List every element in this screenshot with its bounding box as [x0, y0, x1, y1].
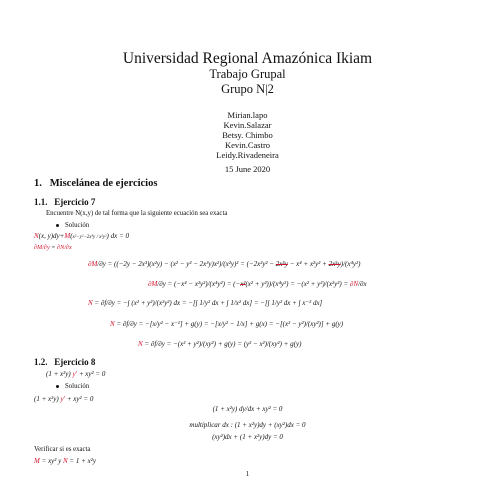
- subsection-number: 1.2.: [34, 357, 48, 367]
- equation-line-4: N = ∂f/∂y = −[x/y² − x⁻¹] + g(y) = −[x/y² − 1/x] + g(x) = −[(x² − y²)/(xy²)] + g(y): [110, 320, 344, 328]
- equation-partial: ∂M/∂y = ∂N/∂x: [34, 244, 72, 251]
- display-equation-1: (1 + x²y) dy/dx + xy² = 0: [212, 405, 283, 413]
- author-4: Kevin.Castro: [224, 140, 271, 150]
- solution-line-1: (1 + x²y) y' + xy² = 0: [34, 395, 94, 403]
- subsection-heading-8: [34, 357, 95, 367]
- equation-line-1: ∂M/∂y = ((−2y − 2x³)(x²y) − (x² − y² − 2x³y)x²)/(x²y)² = (−2x²y² − 2x⁵y − x⁴ + x²y² + 2x⁵y)/(x⁴y²): [88, 260, 361, 268]
- display-equation-3: (xy²)dx + (1 + x²y)dy = 0: [212, 433, 283, 441]
- document-date: 15 June 2020: [224, 164, 271, 174]
- subsection-heading-7: [34, 197, 95, 207]
- university-title: Universidad Regional Amazónica Ikiam: [122, 50, 373, 67]
- equation-line-2: ∂M/∂y = (−x⁴ − x²y²)/(x⁴y²) = (−x²(x² + y²))/(x⁴y²) = −(x² + y²)/(x²y²) = ∂N/∂x: [148, 280, 367, 288]
- document-subtitle: Trabajo Grupal: [209, 67, 286, 81]
- exercise-8-problem: (1 + x²y) y' + xy² = 0: [46, 370, 106, 378]
- exercise-statement: Encuentre N(x,y) de tal forma que la siguiente ecuación sea exacta: [46, 210, 228, 217]
- equation-line-5: N = ∂f/∂y = −(x² + y²)/(xy²) + g(y) = (y² − x²)/(xy²) + g(y): [138, 340, 302, 348]
- subsection-number: 1.1.: [34, 197, 48, 207]
- equation-line-3: N = ∂f/∂y = −∫ (x² + y²)/(x²y²) dx = −[∫ 1/y² dx + ∫ 1/x² dx] = −[∫ 1/y² dx + ∫ x⁻² dx]: [88, 299, 323, 307]
- display-equation-2: multiplicar dx : (1 + x²y)dy + (xy²)dx = 0: [189, 421, 306, 429]
- final-equation: M = xy² y N = 1 + x²y: [34, 457, 96, 465]
- bullet-icon: [56, 224, 59, 227]
- author-5: Leidy.Rivadeneira: [216, 150, 279, 160]
- page-number: 1: [245, 470, 250, 478]
- author-2: Kevin.Salazar: [223, 120, 272, 130]
- section-number: 1.: [34, 178, 42, 189]
- subsection-title: Ejercicio 8: [54, 357, 96, 367]
- solution-label-2: [56, 383, 89, 390]
- subsection-title: Ejercicio 7: [54, 197, 96, 207]
- solution-label-text: Solución: [65, 383, 90, 390]
- author-3: Betsy. Chimbo: [222, 130, 273, 140]
- bullet-icon: [56, 385, 59, 388]
- solution-label-text: Solución: [65, 222, 90, 229]
- section-heading: [34, 178, 157, 189]
- verify-text: Verificar si es exacta: [34, 446, 91, 453]
- equation-main: N(x, y)dy+M(x²−y²−2x³y / x²y²) dx = 0: [34, 232, 129, 240]
- author-1: Mirian.lapo: [227, 110, 268, 120]
- group-label: Grupo N|2: [221, 82, 274, 96]
- section-title: Miscelánea de ejercicios: [49, 178, 158, 189]
- solution-label: [56, 222, 89, 229]
